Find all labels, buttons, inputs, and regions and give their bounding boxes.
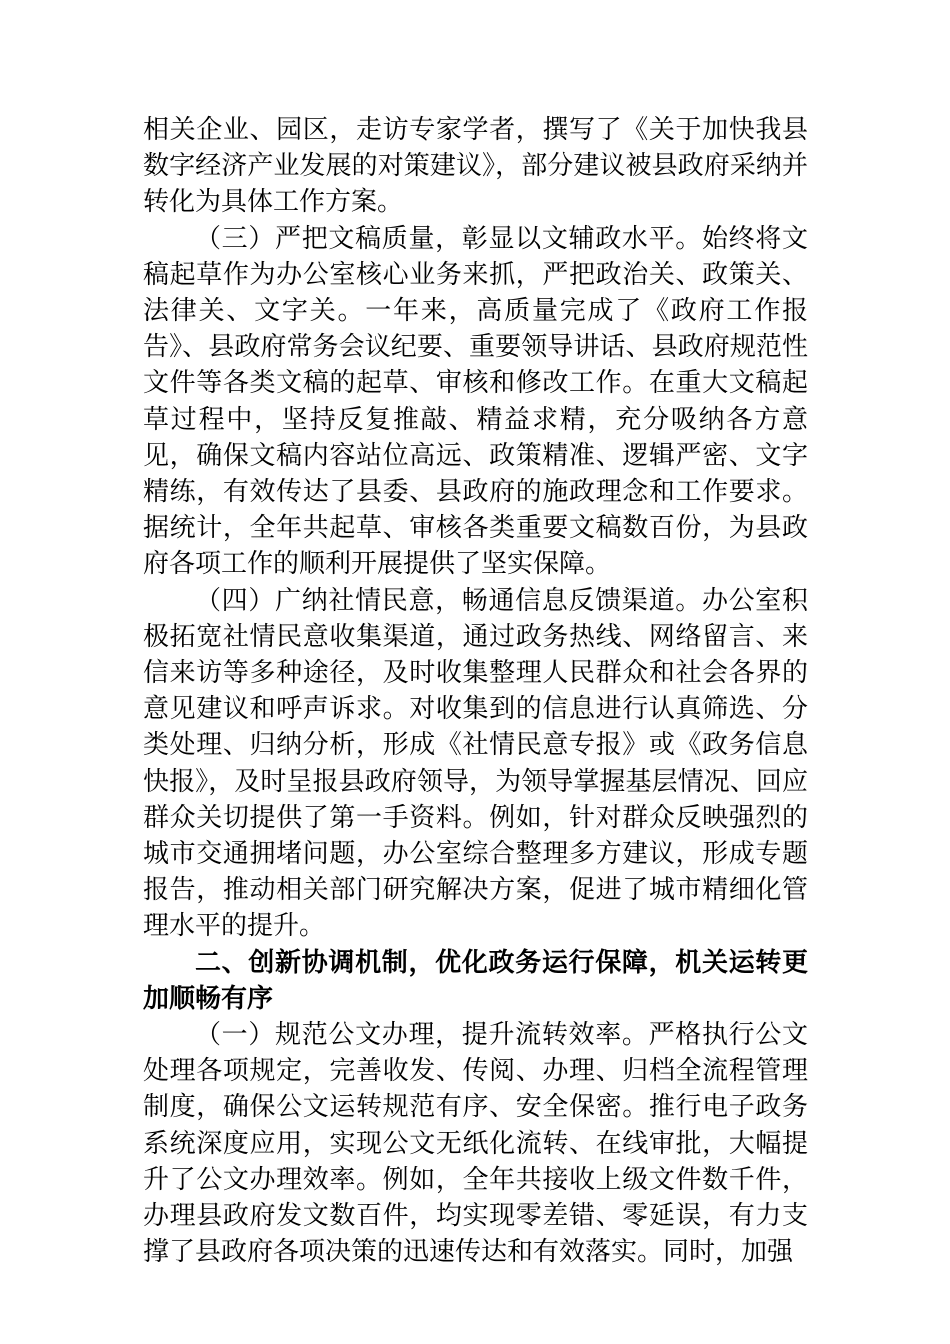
- paragraph-section-2-1: （一）规范公文办理，提升流转效率。严格执行公文处理各项规定，完善收发、传阅、办理、归档全流程管理制度，确保公文运转规范有序、安全保密。推行电子政务系统深度应用，实现公文无纸化流转、在线审批，大幅提升了公文办理效率。例如，全年共接收上级文件数千件，办理县政府发文数百件，均实现零差错、零延误，有力支撑了县政府各项决策的迅速传达和有效落实。同时，加强: [143, 1020, 808, 1268]
- paragraph-continuation: 相关企业、园区，走访专家学者，撰写了《关于加快我县数字经济产业发展的对策建议》，部分建议被县政府采纳并转化为具体工作方案。: [143, 115, 808, 218]
- section-heading-2: 二、创新协调机制，优化政务运行保障，机关运转更加顺畅有序: [143, 947, 808, 1014]
- paragraph-section-4: （四）广纳社情民意，畅通信息反馈渠道。办公室积极拓宽社情民意收集渠道，通过政务热线、网络留言、来信来访等多种途径，及时收集整理人民群众和社会各界的意见建议和呼声诉求。对收集到的信息进行认真筛选、分类处理、归纳分析，形成《社情民意专报》或《政务信息快报》，及时呈报县政府领导，为领导掌握基层情况、回应群众关切提供了第一手资料。例如，针对群众反映强烈的城市交通拥堵问题，办公室综合整理多方建议，形成专题报告，推动相关部门研究解决方案，促进了城市精细化管理水平的提升。: [143, 585, 808, 942]
- document-body: [143, 112, 808, 1271]
- paragraph-section-3: （三）严把文稿质量，彰显以文辅政水平。始终将文稿起草作为办公室核心业务来抓，严把政治关、政策关、法律关、文字关。一年来，高质量完成了《政府工作报告》、县政府常务会议纪要、重要领导讲话、县政府规范性文件等各类文稿的起草、审核和修改工作。在重大文稿起草过程中，坚持反复推敲、精益求精，充分吸纳各方意见，确保文稿内容站位高远、政策精准、逻辑严密、文字精练，有效传达了县委、县政府的施政理念和工作要求。据统计，全年共起草、审核各类重要文稿数百份，为县政府各项工作的顺利开展提供了坚实保障。: [143, 223, 808, 580]
